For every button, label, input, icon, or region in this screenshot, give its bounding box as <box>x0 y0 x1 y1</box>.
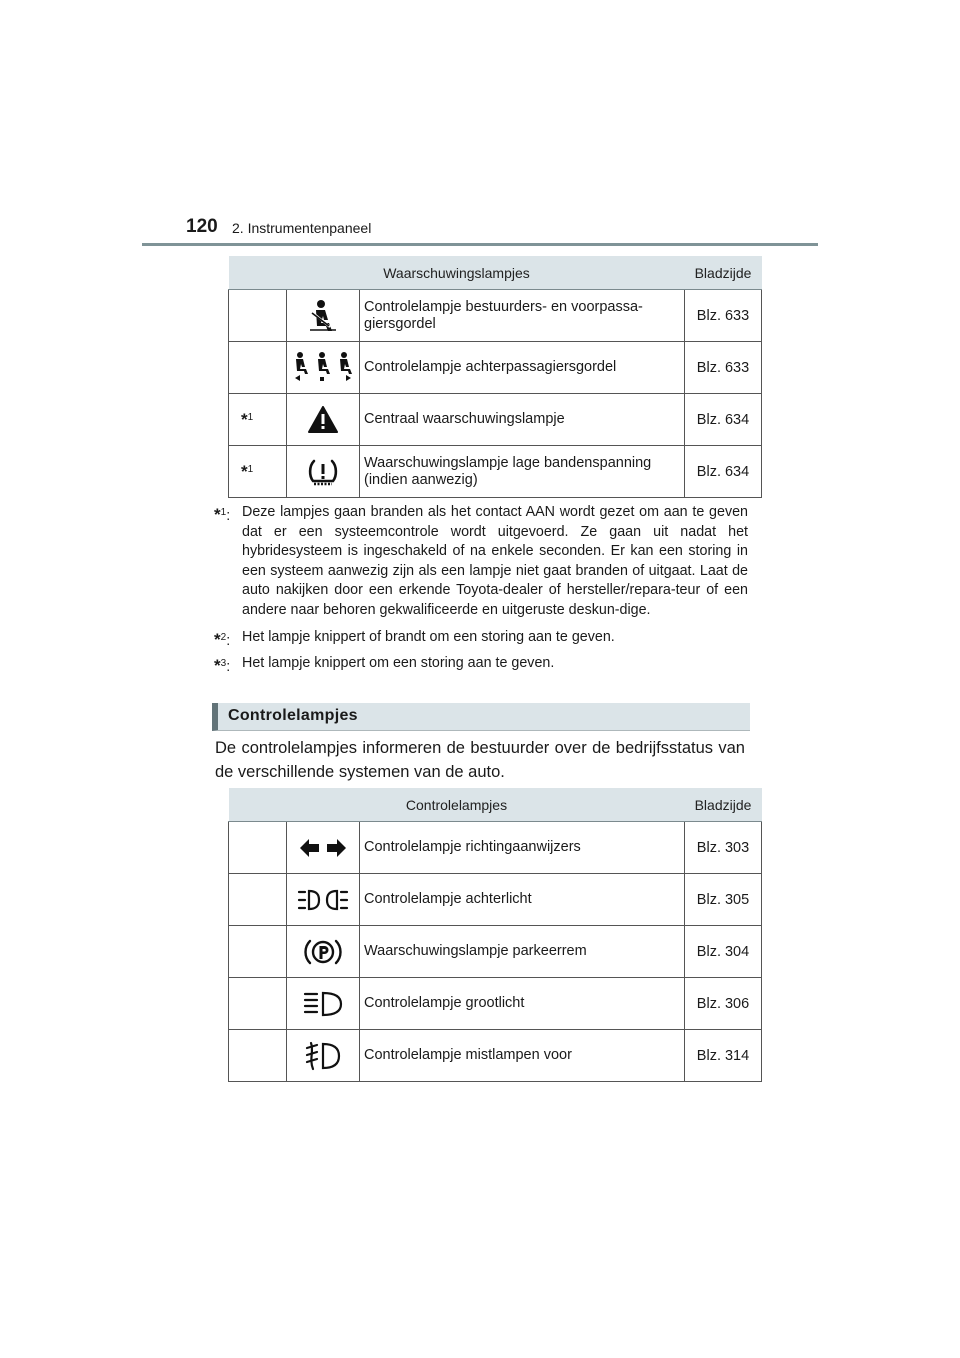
page-reference: Blz. 314 <box>685 1030 762 1082</box>
footnote <box>214 503 748 621</box>
page-number: 120 <box>186 216 218 237</box>
lamp-description: Controlelampje achterlicht <box>360 874 685 926</box>
footnote-number: 1 <box>220 507 227 518</box>
section-heading: Controlelampjes <box>228 707 358 724</box>
page-reference: Blz. 305 <box>685 874 762 926</box>
lamp-description: Controlelampje achterpassagiersgordel <box>360 342 685 394</box>
front-fog-icon <box>305 1041 341 1071</box>
table-row <box>229 874 762 926</box>
lamp-description: Waarschuwingslampje parkeerrem <box>360 926 685 978</box>
table-row <box>229 1030 762 1082</box>
footnote-mark-cell <box>229 822 287 874</box>
table-row <box>229 290 762 342</box>
page-reference: Blz. 634 <box>685 394 762 446</box>
icon-cell <box>287 290 360 342</box>
footnote-mark-cell <box>229 926 287 978</box>
footnote-mark-cell <box>229 290 287 342</box>
footnote-label: *$^3$: <box>214 656 231 676</box>
footnote-star: * <box>241 409 248 429</box>
page-reference: Blz. 306 <box>685 978 762 1030</box>
footnote-star: * <box>214 629 221 649</box>
turn-signal-icon <box>298 837 348 859</box>
footnote <box>214 654 748 674</box>
parking-brake-icon <box>304 936 342 968</box>
page-reference: Blz. 303 <box>685 822 762 874</box>
rear-seatbelt-icon <box>290 351 356 385</box>
lamp-description: Controlelampje richtingaanwijzers <box>360 822 685 874</box>
indicator-lamps-table <box>228 788 762 1082</box>
lamp-description: Centraal waarschuwingslampje <box>360 394 685 446</box>
seatbelt-icon <box>308 299 338 333</box>
icon-cell <box>287 874 360 926</box>
footnote-text: Het lampje knippert om een storing aan te geven. <box>242 655 555 672</box>
icon-cell <box>287 342 360 394</box>
column-header-lamps: Controlelampjes <box>229 788 685 822</box>
tire-pressure-icon <box>307 456 339 488</box>
footnote-text: Het lampje knippert of brandt om een storing aan te geven. <box>242 628 615 645</box>
page-reference: Blz. 634 <box>685 446 762 498</box>
footnote-mark-cell <box>229 342 287 394</box>
lamp-description: Controlelampje bestuurders- en voorpassa-giersgordel <box>360 290 685 342</box>
footnote-star: * <box>214 505 221 524</box>
footnote <box>214 628 748 648</box>
table-row <box>229 926 762 978</box>
icon-cell <box>287 394 360 446</box>
page-reference: Blz. 633 <box>685 290 762 342</box>
footnote-star: * <box>241 461 248 481</box>
icon-cell <box>287 978 360 1030</box>
lamp-description: Controlelampje grootlicht <box>360 978 685 1030</box>
column-header-lamps: Waarschuwingslampjes <box>229 256 685 290</box>
tail-light-icon <box>297 887 349 913</box>
lamp-description: Controlelampje mistlampen voor <box>360 1030 685 1082</box>
icon-cell <box>287 1030 360 1082</box>
footnote-mark-cell <box>229 1030 287 1082</box>
page-reference: Blz. 304 <box>685 926 762 978</box>
high-beam-icon <box>303 990 343 1018</box>
footnote-mark-cell <box>229 874 287 926</box>
table-header-row <box>229 256 762 290</box>
table-row <box>229 342 762 394</box>
table-row <box>229 446 762 498</box>
footnote-number: 1 <box>247 463 254 475</box>
table-row <box>229 394 762 446</box>
footnote-label: *$^2$: <box>214 629 231 649</box>
icon-cell <box>287 926 360 978</box>
intro-paragraph: De controlelampjes informeren de bestuurder over de bedrijfsstatus van de verschillende systemen van de auto. <box>215 739 745 781</box>
footnote-text: Deze lampjes gaan branden als het contact AAN wordt gezet om aan te geven dat er een systeemcontrole wordt uitgevoerd. Ze gaan uit nadat het hybridesysteem is ingeschakeld of na enkele seconden. Er kan een storing in een systeem aanwezig zijn als een lampje niet gaat branden of uitgaat. Laat de auto nakijken door een erkende Toyota-dealer of hersteller/repara-teur of een andere naar behoren gekwalificeerde en uitgeruste deskun-dige. <box>242 504 748 618</box>
footnote-label: *$^1$: <box>214 505 231 524</box>
footnote-number: 3 <box>220 658 227 670</box>
footnote-star: * <box>214 656 221 676</box>
table-row <box>229 978 762 1030</box>
footnotes <box>214 503 748 681</box>
footnote-number: 1 <box>247 411 254 423</box>
footnote-mark-cell <box>229 394 287 446</box>
running-header: 2. Instrumentenpaneel <box>232 220 372 236</box>
page-reference: Blz. 633 <box>685 342 762 394</box>
section-heading-bar <box>212 703 750 731</box>
footnote-mark-cell <box>229 446 287 498</box>
master-warning-icon <box>308 406 338 434</box>
table-header-row <box>229 788 762 822</box>
column-header-page: Bladzijde <box>685 256 762 290</box>
footnote-number: 2 <box>220 631 227 643</box>
footnote-mark-cell <box>229 978 287 1030</box>
icon-cell <box>287 822 360 874</box>
header-rule <box>142 243 818 246</box>
column-header-page: Bladzijde <box>685 788 762 822</box>
warning-lamps-table <box>228 256 762 498</box>
icon-cell <box>287 446 360 498</box>
lamp-description: Waarschuwingslampje lage bandenspanning (indien aanwezig) <box>360 446 685 498</box>
table-row <box>229 822 762 874</box>
